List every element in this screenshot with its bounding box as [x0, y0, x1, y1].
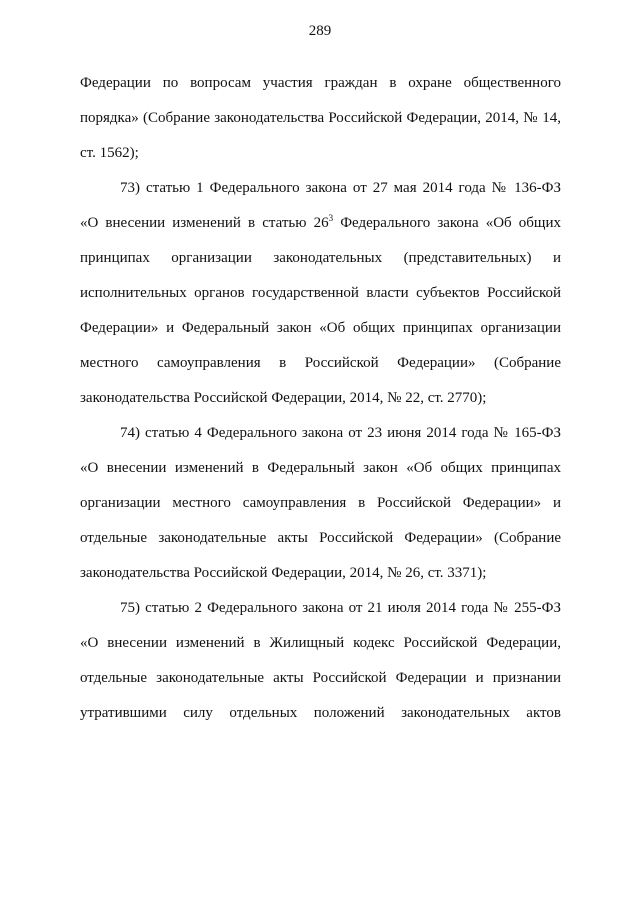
item-74-heading: 74) статью 4 Федерального закона от 23 июня 2014 года № 165-ФЗ — [120, 425, 561, 441]
text-line: «О внесении изменений в Федеральный закон «Об общих принципах — [80, 460, 561, 476]
item-75-heading: 75) статью 2 Федерального закона от 21 июля 2014 года № 255-ФЗ — [120, 600, 561, 616]
text-line: законодательства Российской Федерации, 2014, № 22, ст. 2770); — [80, 390, 487, 406]
text-line: законодательства Российской Федерации, 2014, № 26, ст. 3371); — [80, 565, 487, 581]
text-line: отдельные законодательные акты Российской Федерации» (Собрание — [80, 530, 561, 546]
item-73-heading: 73) статью 1 Федерального закона от 27 мая 2014 года № 136-ФЗ — [120, 180, 561, 196]
text-line: «О внесении изменений в Жилищный кодекс Российской Федерации, — [80, 635, 561, 651]
text-line: Федерации» и Федеральный закон «Об общих принципах организации — [80, 320, 561, 336]
text-line — [80, 214, 561, 249]
text-line: отдельные законодательные акты Российской Федерации и признании — [80, 670, 561, 686]
page-number: 289 — [308, 23, 332, 39]
text-line: местного самоуправления в Российской Федерации» (Собрание — [80, 355, 561, 371]
superscript: 3 — [328, 213, 334, 223]
text-line: организации местного самоуправления в Российской Федерации» и — [80, 495, 561, 511]
text-line: исполнительных органов государственной власти субъектов Российской — [80, 285, 561, 301]
text-line: порядка» (Собрание законодательства Российской Федерации, 2014, № 14, — [80, 110, 561, 126]
text-line: ст. 1562); — [80, 145, 139, 161]
document-body — [80, 74, 561, 739]
text-line: Федерации по вопросам участия граждан в охране общественного — [80, 75, 561, 91]
text-line: принципах организации законодательных (представительных) и — [80, 250, 561, 266]
text-fragment: «О внесении изменений в статью 26 — [80, 215, 329, 231]
text-fragment: Федерального закона «Об общих — [333, 215, 562, 231]
text-line: утратившими силу отдельных положений законодательных актов — [80, 705, 561, 721]
